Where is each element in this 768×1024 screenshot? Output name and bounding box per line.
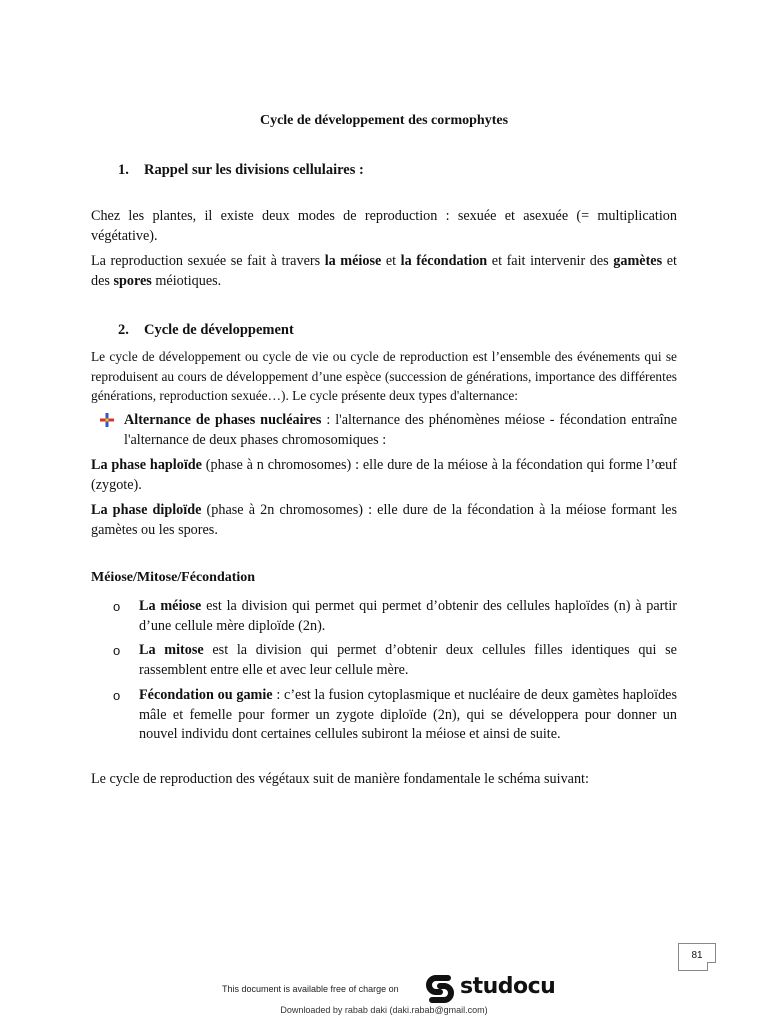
text-span: est la division qui permet d’obtenir deux cellules filles identiques qui se rassemblent entre elle et avec leur cellule mère. xyxy=(139,642,677,678)
bullet-alternance-text xyxy=(124,411,677,450)
page-number-box xyxy=(678,943,716,971)
paragraph-sexual-reproduction xyxy=(91,252,677,291)
downloaded-by-text: Downloaded by rabab daki (daki.rabab@gmail.com) xyxy=(280,1005,488,1015)
page-fold-corner xyxy=(707,962,716,971)
section-2-number: 2. xyxy=(118,322,129,338)
list-item xyxy=(113,597,677,636)
bold-fecondation-gamie: Fécondation ou gamie xyxy=(139,687,273,703)
text-span: : c’est la fusion cytoplasmique et nucléaire de deux gamètes haploïdes mâle et femelle pour former un zygote diploïde (2n), qui se développera pour donner un nouvel individu dont certaines cellules subiront la méiose et ainsi de suite. xyxy=(139,687,677,742)
page-number: 81 xyxy=(691,950,703,961)
bold-alternance: Alternance de phases nucléaires xyxy=(124,412,322,428)
section-1-heading xyxy=(118,162,364,179)
section-1-title: Rappel sur les divisions cellulaires : xyxy=(144,162,364,178)
footer-available-text: This document is available free of charge on xyxy=(222,984,399,994)
paragraph-reproduction-modes: Chez les plantes, il existe deux modes de reproduction : sexuée et asexuée (= multiplication végétative). xyxy=(91,208,677,244)
text-span: et xyxy=(381,253,401,269)
bold-gametes: gamètes xyxy=(613,253,663,269)
studocu-brand-text: studocu xyxy=(460,974,556,999)
bold-la-meiose: La méiose xyxy=(139,598,202,614)
list-marker: o xyxy=(113,643,121,658)
bold-meiose: la méiose xyxy=(324,253,382,269)
list-marker: o xyxy=(113,599,121,614)
document-title: Cycle de développement des cormophytes xyxy=(259,113,509,128)
section-2-title: Cycle de développement xyxy=(144,322,294,338)
text-span: : l'alternance des phénomènes méiose - fécondation entraîne l'alternance de deux phases chromosomiques : xyxy=(124,412,677,448)
studocu-footer-banner[interactable] xyxy=(200,970,568,1004)
list-item-text xyxy=(139,686,677,745)
paragraph-phase-haploide xyxy=(91,456,677,495)
bold-phase-haploide: La phase haploïde xyxy=(91,457,202,473)
text-span: et des xyxy=(91,253,677,289)
bold-spores: spores xyxy=(113,272,152,289)
text-span: est la division qui permet qui permet d’obtenir des cellules haploïdes (n) à partir d’une cellule mère diploïde (2n). xyxy=(139,598,677,634)
list-item-text xyxy=(139,597,677,636)
bullet-alternance xyxy=(100,411,677,450)
bold-fecondation: la fécondation xyxy=(400,253,488,269)
subheading-meiose-mitose: Méiose/Mitose/Fécondation xyxy=(91,570,256,585)
section-2-heading xyxy=(118,322,294,339)
list-item-text xyxy=(139,641,677,680)
studocu-logo-icon xyxy=(424,974,456,1004)
text-span: et fait intervenir des xyxy=(487,253,614,269)
text-span: méiotiques. xyxy=(151,272,222,289)
section-1-number: 1. xyxy=(118,162,129,178)
text-span: (phase à n chromosomes) : elle dure de la méiose à la fécondation qui forme l’œuf (zygote). xyxy=(91,457,677,493)
paragraph-cycle-definition: Le cycle de développement ou cycle de vie ou cycle de reproduction est l’ensemble des événements qui se reproduisent au cours de développement d’une espèce (succession de générations, importance des différentes générations, reproduction sexuée…). Le cycle présente deux types d'alternance: xyxy=(91,349,677,403)
paragraph-schema-intro: Le cycle de reproduction des végétaux suit de manière fondamentale le schéma suivant: xyxy=(91,771,589,787)
list-marker: o xyxy=(113,688,121,703)
plus-cross-icon xyxy=(100,413,114,427)
bold-phase-diploide: La phase diploïde xyxy=(91,502,202,518)
text-span: La reproduction sexuée se fait à travers xyxy=(91,253,325,269)
list-item xyxy=(113,686,677,745)
paragraph-phase-diploide xyxy=(91,501,677,540)
list-item xyxy=(113,641,677,680)
bold-la-mitose: La mitose xyxy=(139,642,204,658)
text-span: (phase à 2n chromosomes) : elle dure de la fécondation à la méiose formant les gamètes ou les spores. xyxy=(91,502,677,538)
